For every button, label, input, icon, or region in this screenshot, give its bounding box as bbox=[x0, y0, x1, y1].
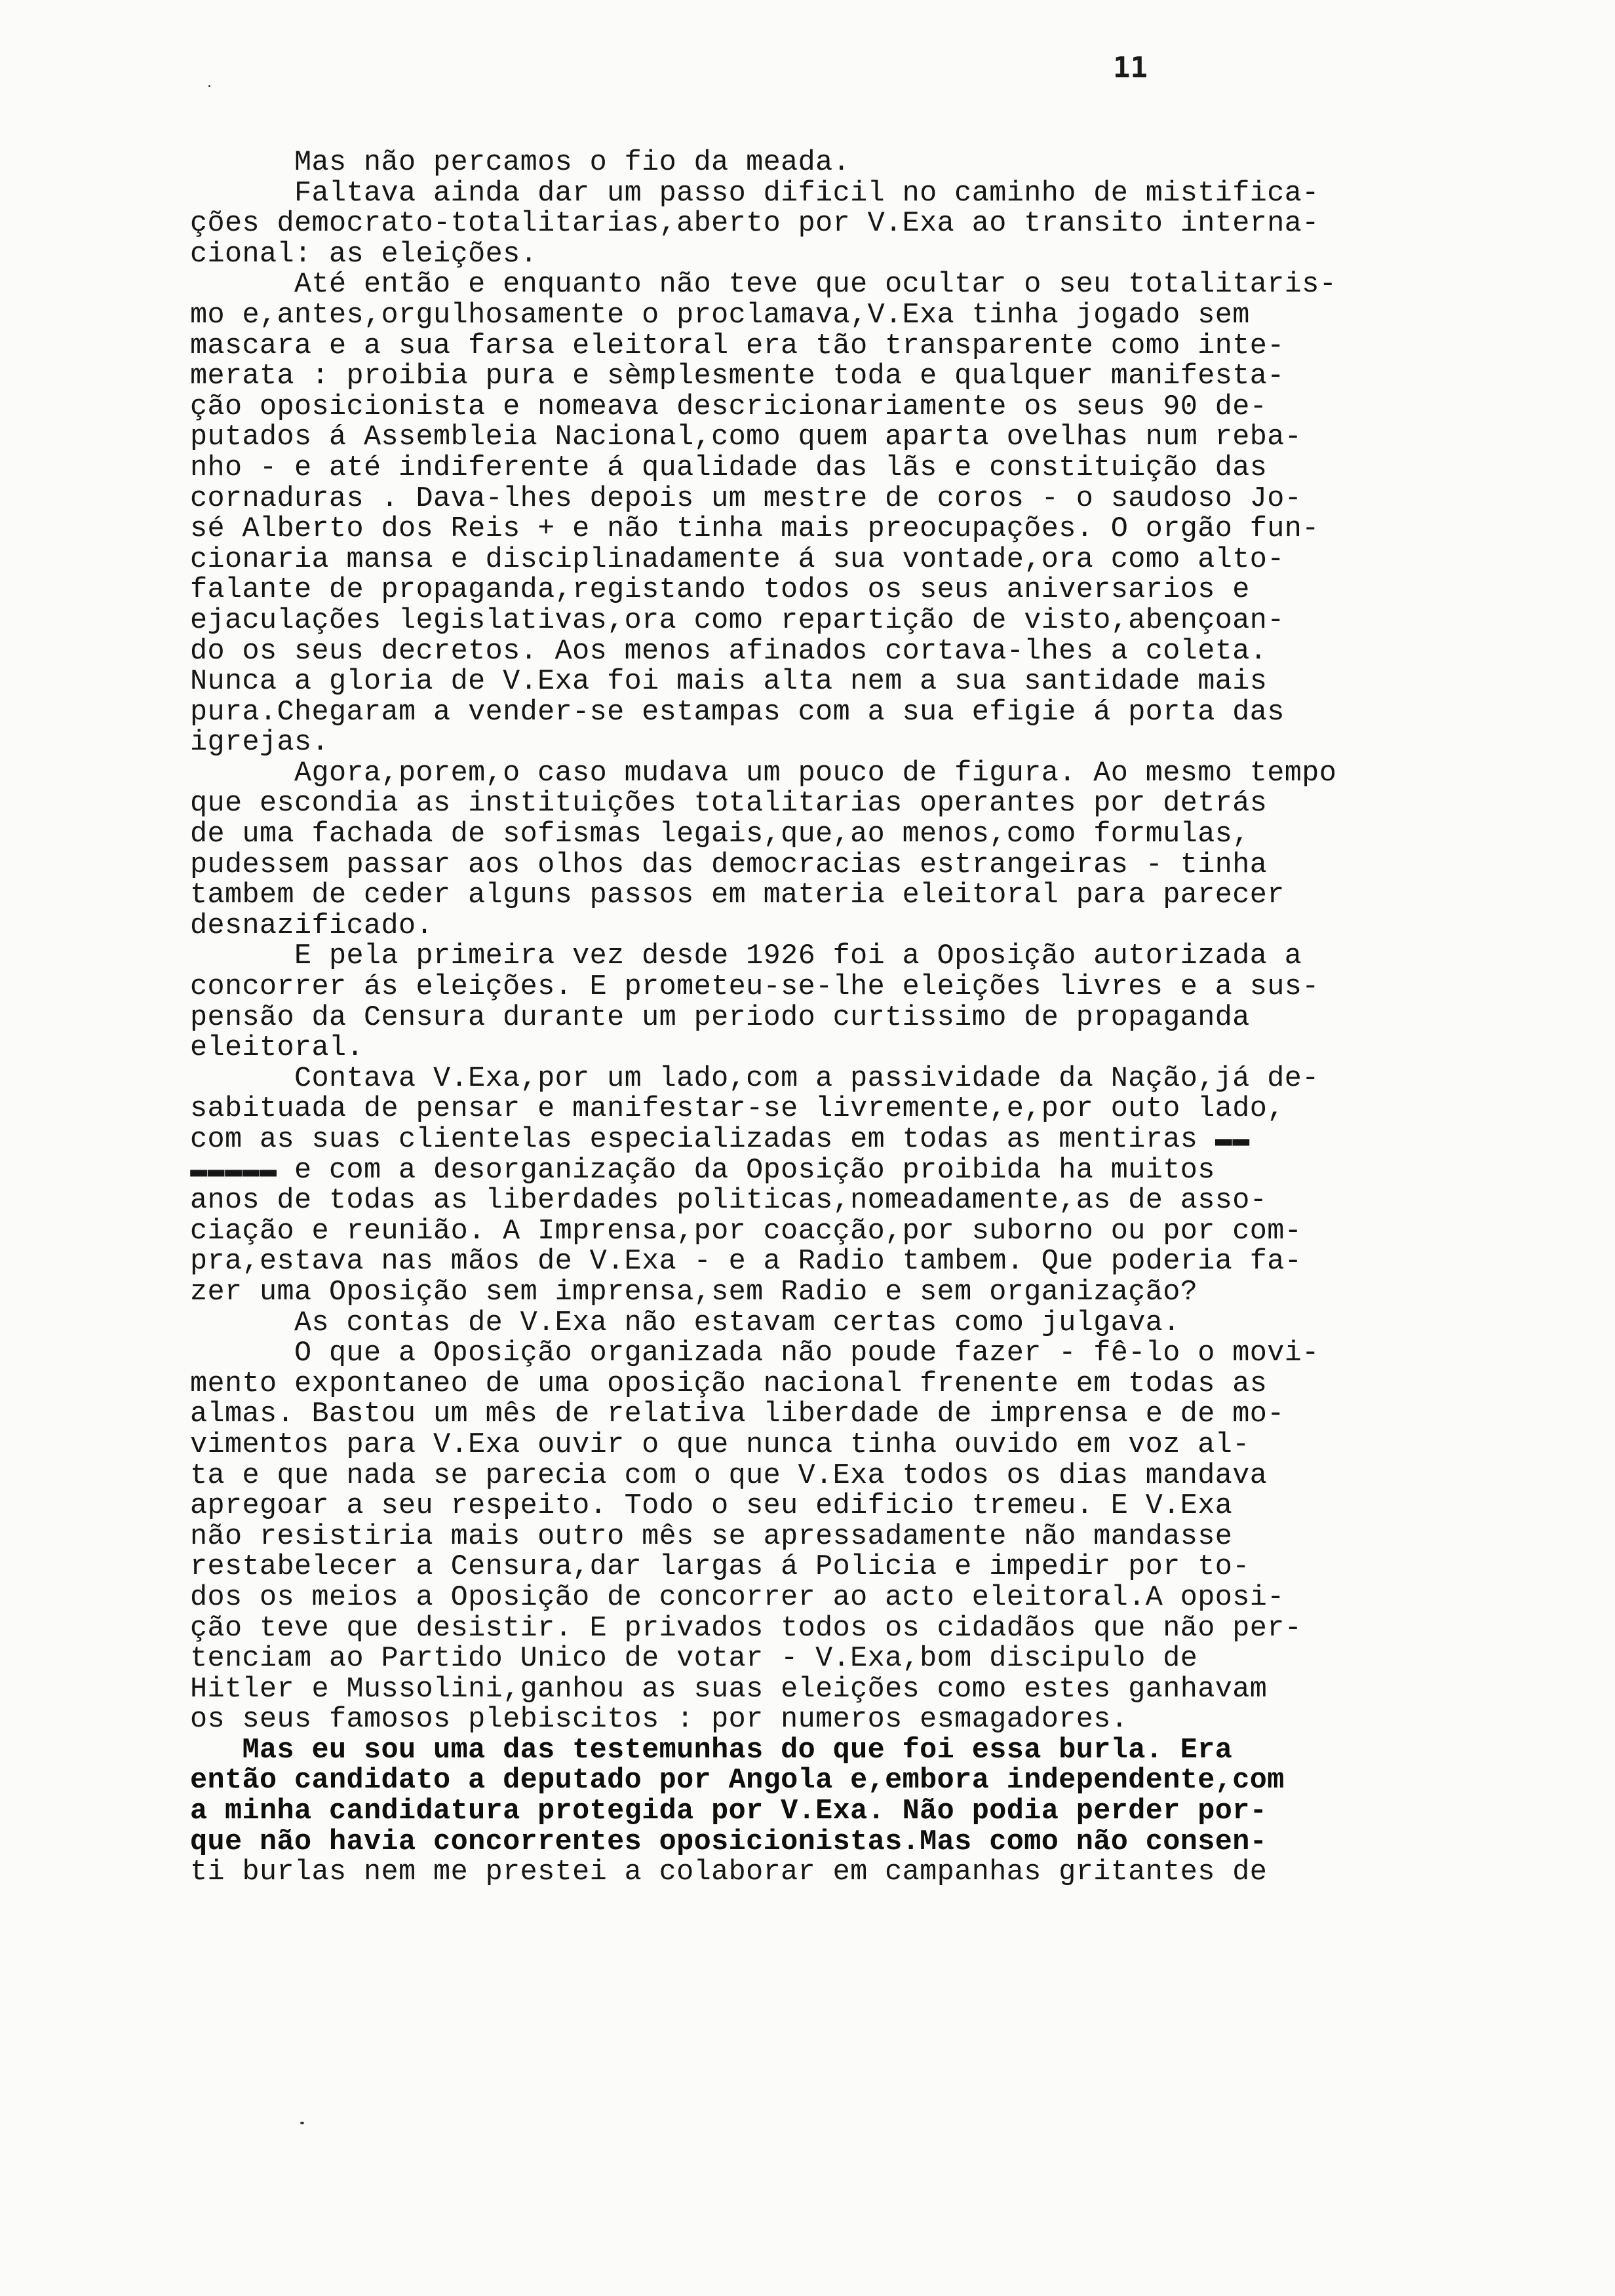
text-line: pensão da Censura durante um periodo curtissimo de propaganda bbox=[190, 1001, 1250, 1034]
text-line: zer uma Oposição sem imprensa,sem Radio e sem organização? bbox=[190, 1276, 1198, 1309]
text-line: almas. Bastou um mês de relativa liberdade de imprensa e de mo- bbox=[190, 1398, 1285, 1431]
text-line: O que a Oposição organizada não poude fazer - fê-lo o movi- bbox=[190, 1337, 1319, 1370]
text-line: mo e,antes,orgulhosamente o proclamava,V.Exa tinha jogado sem bbox=[190, 299, 1250, 332]
text-line: que escondia as instituições totalitarias operantes por detrás bbox=[190, 788, 1268, 820]
text-line: ção teve que desistir. E privados todos os cidadãos que não per- bbox=[190, 1612, 1302, 1645]
text-line: mento expontaneo de uma oposição nacional frenente em todas as bbox=[190, 1368, 1268, 1400]
letter-body bbox=[190, 148, 1462, 1888]
text-line: dos os meios a Oposição de concorrer ao acto eleitoral.A oposi- bbox=[190, 1581, 1285, 1614]
text-line: eleitoral. bbox=[190, 1032, 364, 1065]
text-line: Contava V.Exa,por um lado,com a passividade da Nação,já de- bbox=[190, 1062, 1319, 1095]
text-line: putados á Assembleia Nacional,como quem aparta ovelhas num reba- bbox=[190, 421, 1302, 454]
text-line: desnazificado. bbox=[190, 909, 434, 942]
text-line: Mas não percamos o fio da meada. bbox=[190, 147, 851, 179]
text-line: falante de propaganda,registando todos os seus aniversarios e bbox=[190, 574, 1250, 607]
text-line: restabelecer a Censura,dar largas á Policia e impedir por to- bbox=[190, 1551, 1250, 1584]
text-line: As contas de V.Exa não estavam certas como julgava. bbox=[190, 1307, 1180, 1339]
text-line: ciação e reunião. A Imprensa,por coacção,por suborno ou por com- bbox=[190, 1215, 1302, 1248]
text-line: Mas eu sou uma das testemunhas do que foi essa burla. Era bbox=[190, 1734, 1233, 1767]
text-line: ejaculações legislativas,ora como repartição de visto,abençoan- bbox=[190, 604, 1285, 637]
text-line: Faltava ainda dar um passo dificil no caminho de mistifica- bbox=[190, 177, 1319, 210]
text-line: cional: as eleições. bbox=[190, 238, 538, 271]
text-line: do os seus decretos. Aos menos afinados cortava-lhes a coleta. bbox=[190, 635, 1268, 668]
text-line: igrejas. bbox=[190, 727, 330, 759]
text-line: nho - e até indiferente á qualidade das lãs e constituição das bbox=[190, 451, 1268, 484]
text-line: ção oposicionista e nomeava descricionariamente os seus 90 de- bbox=[190, 391, 1268, 423]
text-line: pra,estava nas mãos de V.Exa - e a Radio tambem. Que poderia fa- bbox=[190, 1246, 1302, 1278]
text-line: cionaria mansa e disciplinadamente á sua vontade,ora como alto- bbox=[190, 543, 1285, 576]
text-line: tambem de ceder alguns passos em materia eleitoral para parecer bbox=[190, 879, 1285, 912]
text-line: com as suas clientelas especializadas em todas as mentiras ▬▬ bbox=[190, 1124, 1250, 1156]
paper-speck bbox=[300, 2122, 304, 2124]
text-line: os seus famosos plebiscitos : por numeros esmagadores. bbox=[190, 1704, 1129, 1736]
text-line: E pela primeira vez desde 1926 foi a Oposição autorizada a bbox=[190, 940, 1302, 973]
text-line: cornaduras . Dava-lhes depois um mestre de coros - o saudoso Jo- bbox=[190, 482, 1302, 515]
text-line: tenciam ao Partido Unico de votar - V.Exa,bom discipulo de bbox=[190, 1643, 1198, 1675]
text-line: que não havia concorrentes oposicionistas.Mas como não consen- bbox=[190, 1826, 1268, 1858]
text-line: ções democrato-totalitarias,aberto por V.Exa ao transito interna- bbox=[190, 208, 1319, 240]
text-line: então candidato a deputado por Angola e,embora independente,com bbox=[190, 1765, 1285, 1797]
text-line: de uma fachada de sofismas legais,que,ao menos,como formulas, bbox=[190, 818, 1250, 851]
text-line: pura.Chegaram a vender-se estampas com a sua efigie á porta das bbox=[190, 696, 1285, 729]
page-number: 11 bbox=[1113, 51, 1148, 85]
text-line: ti burlas nem me prestei a colaborar em campanhas gritantes de bbox=[190, 1856, 1268, 1889]
text-line: vimentos para V.Exa ouvir o que nunca tinha ouvido em voz al- bbox=[190, 1428, 1250, 1461]
text-line: Agora,porem,o caso mudava um pouco de figura. Ao mesmo tempo bbox=[190, 757, 1337, 790]
text-line: sabituada de pensar e manifestar-se livremente,e,por outo lado, bbox=[190, 1093, 1285, 1126]
text-line: Nunca a gloria de V.Exa foi mais alta nem a sua santidade mais bbox=[190, 666, 1268, 698]
text-line: não resistiria mais outro mês se apressadamente não mandasse bbox=[190, 1520, 1233, 1553]
text-line: merata : proibia pura e sèmplesmente toda e qualquer manifesta- bbox=[190, 360, 1285, 393]
text-line: ▬▬▬▬▬ e com a desorganização da Oposição proibida ha muitos bbox=[190, 1154, 1215, 1187]
paper-speck bbox=[208, 85, 210, 87]
text-line: Até então e enquanto não teve que ocultar o seu totalitaris- bbox=[190, 269, 1337, 301]
text-line: sé Alberto dos Reis + e não tinha mais preocupações. O orgão fun- bbox=[190, 513, 1319, 546]
text-line: mascara e a sua farsa eleitoral era tão transparente como inte- bbox=[190, 330, 1285, 362]
text-line: Hitler e Mussolini,ganhou as suas eleições como estes ganhavam bbox=[190, 1673, 1268, 1706]
text-line: ta e que nada se parecia com o que V.Exa todos os dias mandava bbox=[190, 1459, 1268, 1492]
text-line: apregoar a seu respeito. Todo o seu edificio tremeu. E V.Exa bbox=[190, 1490, 1233, 1523]
text-line: anos de todas as liberdades politicas,nomeadamente,as de asso- bbox=[190, 1185, 1268, 1217]
text-line: a minha candidatura protegida por V.Exa. Não podia perder por- bbox=[190, 1795, 1268, 1828]
text-line: concorrer ás eleições. E prometeu-se-lhe eleições livres e a sus- bbox=[190, 971, 1319, 1004]
text-line: pudessem passar aos olhos das democracias estrangeiras - tinha bbox=[190, 849, 1268, 881]
